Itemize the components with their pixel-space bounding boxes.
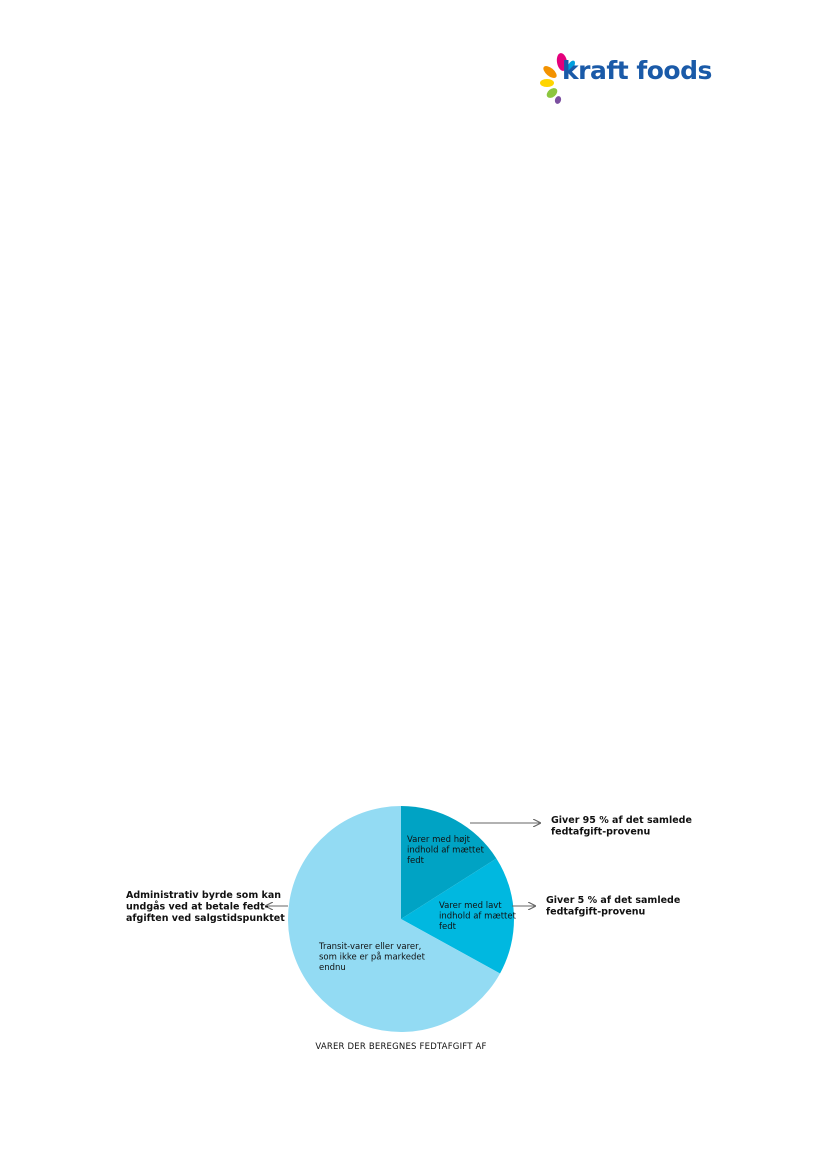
pie-slice-label-1: Varer med højt indhold af mættet fedt [407, 835, 484, 866]
pie-slice-label-3: Transit-varer eller varer, som ikke er på markedet endnu [319, 942, 425, 973]
logo-wordmark: kraft foods [562, 56, 712, 85]
annotation-text-2: Giver 5 % af det samlede fedtafgift-provenu [546, 895, 681, 918]
chart-title: VARER DER BEREGNES FEDTAFGIFT AF [315, 1042, 487, 1052]
pie-slice-label-2: Varer med lavt indhold af mættet fedt [439, 901, 516, 932]
annotation-text-1: Giver 95 % af det samlede fedtafgift-provenu [551, 815, 692, 838]
annotation-text-3: Administrativ byrde som kan undgås ved at betale fedt-afgiften ved salgstidspunktet [126, 890, 285, 924]
